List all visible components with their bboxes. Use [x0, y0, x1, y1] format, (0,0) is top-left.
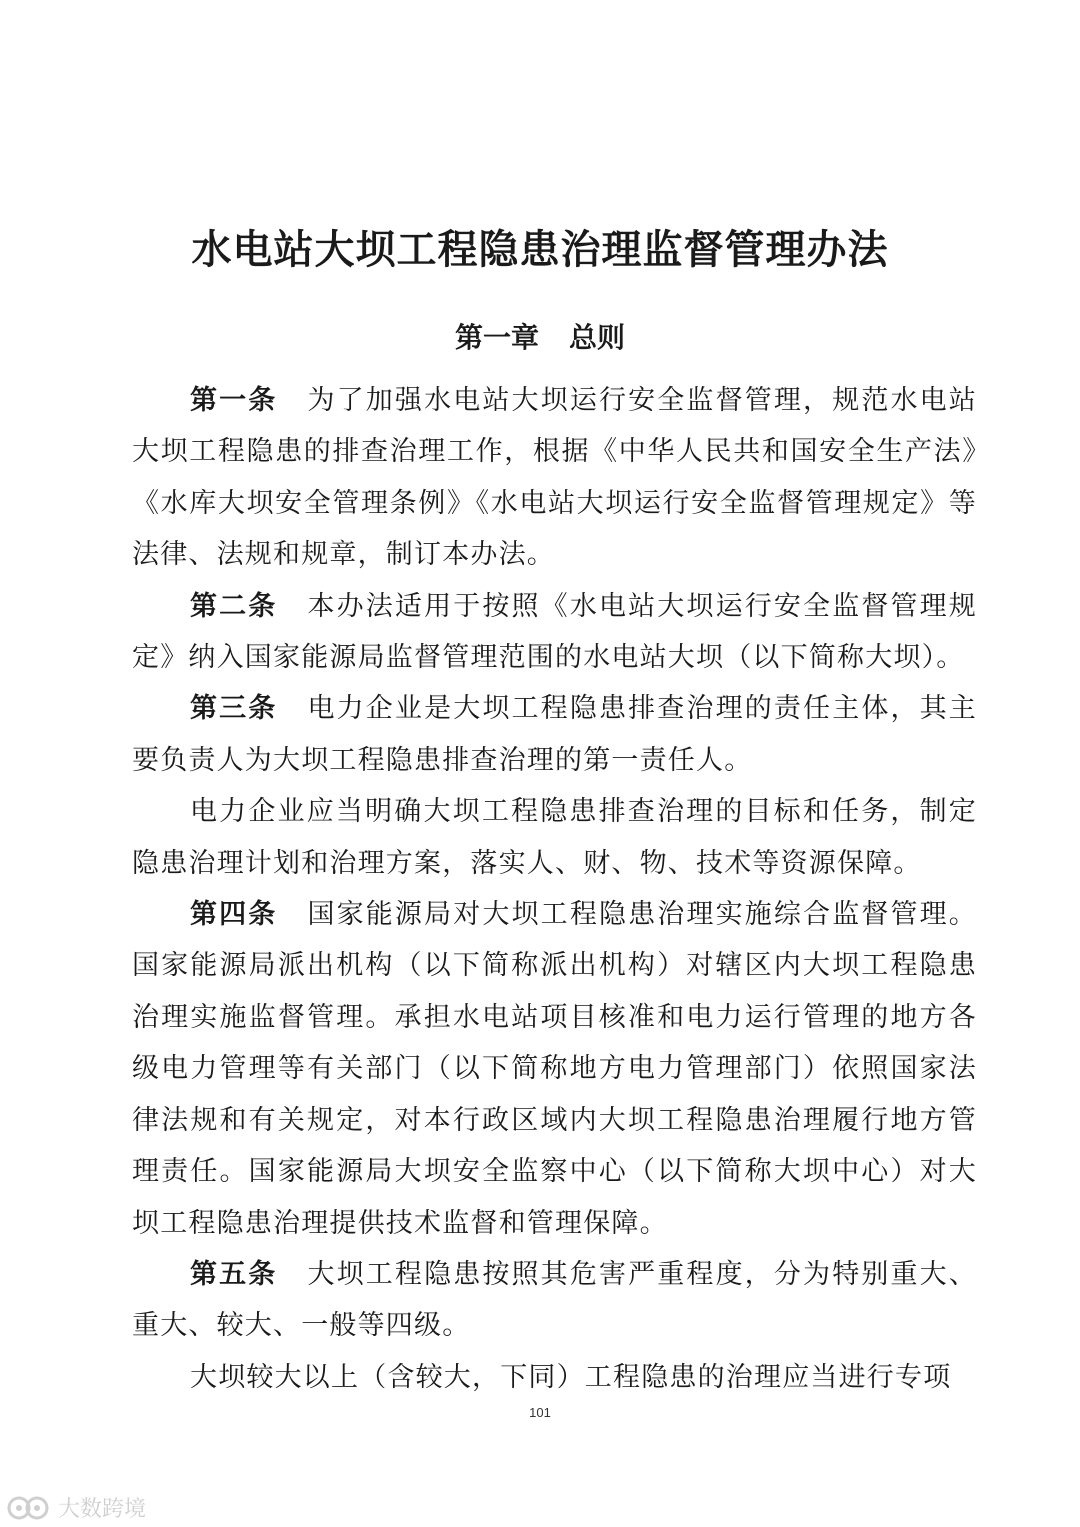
paragraph: [132, 889, 977, 1249]
document-title: 水电站大坝工程隐患治理监督管理办法: [191, 227, 889, 273]
article-label: 第一条: [190, 385, 278, 416]
paragraph-text: 大坝较大以上（含较大，下同）工程隐患的治理应当进行专项: [190, 1361, 952, 1393]
article-label: 第五条: [190, 1258, 278, 1290]
article-text: 大坝工程隐患按照其危害严重程度，分为特别重大、重大、较大、一般等四级。: [132, 1258, 977, 1342]
paragraph: [132, 1352, 977, 1403]
article-text: 国家能源局对大坝工程隐患治理实施综合监督管理。国家能源局派出机构（以下简称派出机构）对辖区内大坝工程隐患治理实施监督管理。承担水电站项目核准和电力运行管理的地方各级电力管理等有关部门（以下简称地方电力管理部门）依照国家法律法规和有关规定，对本行政区域内大坝工程隐患治理履行地方管理责任。国家能源局大坝安全监察中心（以下简称大坝中心）对大坝工程隐患治理提供技术监督和管理保障。: [132, 899, 977, 1239]
watermark-text: 大数跨境: [58, 1497, 147, 1522]
article-text: 电力企业是大坝工程隐患排查治理的责任主体，其主要负责人为大坝工程隐患排查治理的第一责任人。: [132, 693, 977, 776]
paragraph: [132, 375, 977, 581]
page-number: 101: [529, 1405, 551, 1420]
paragraph-text: 电力企业应当明确大坝工程隐患排查治理的目标和任务，制定隐患治理计划和治理方案，落实人、财、物、技术等资源保障。: [132, 796, 977, 879]
document-body: [132, 375, 977, 1403]
paragraph: [132, 786, 977, 889]
paragraph: [132, 581, 977, 684]
chapter-number: 第一章: [454, 321, 539, 354]
article-label: 第四条: [190, 899, 278, 931]
paragraph: [132, 1249, 977, 1352]
article-text: 本办法适用于按照《水电站大坝运行安全监督管理规定》纳入国家能源局监督管理范围的水电站大坝（以下简称大坝）。: [132, 590, 977, 674]
chapter-heading: [0, 316, 1080, 356]
logo-icon: [6, 1495, 50, 1521]
article-text: 为了加强水电站大坝运行安全监督管理，规范水电站大坝工程隐患的排查治理工作，根据《中华人民共和国安全生产法》《水库大坝安全管理条例》《水电站大坝运行安全监督管理规定》等法律、法规和规章，制订本办法。: [132, 385, 977, 571]
watermark: [6, 1492, 146, 1523]
article-label: 第三条: [190, 693, 278, 725]
article-label: 第二条: [190, 590, 278, 622]
chapter-name: 总则: [569, 321, 626, 354]
paragraph: [132, 683, 977, 786]
